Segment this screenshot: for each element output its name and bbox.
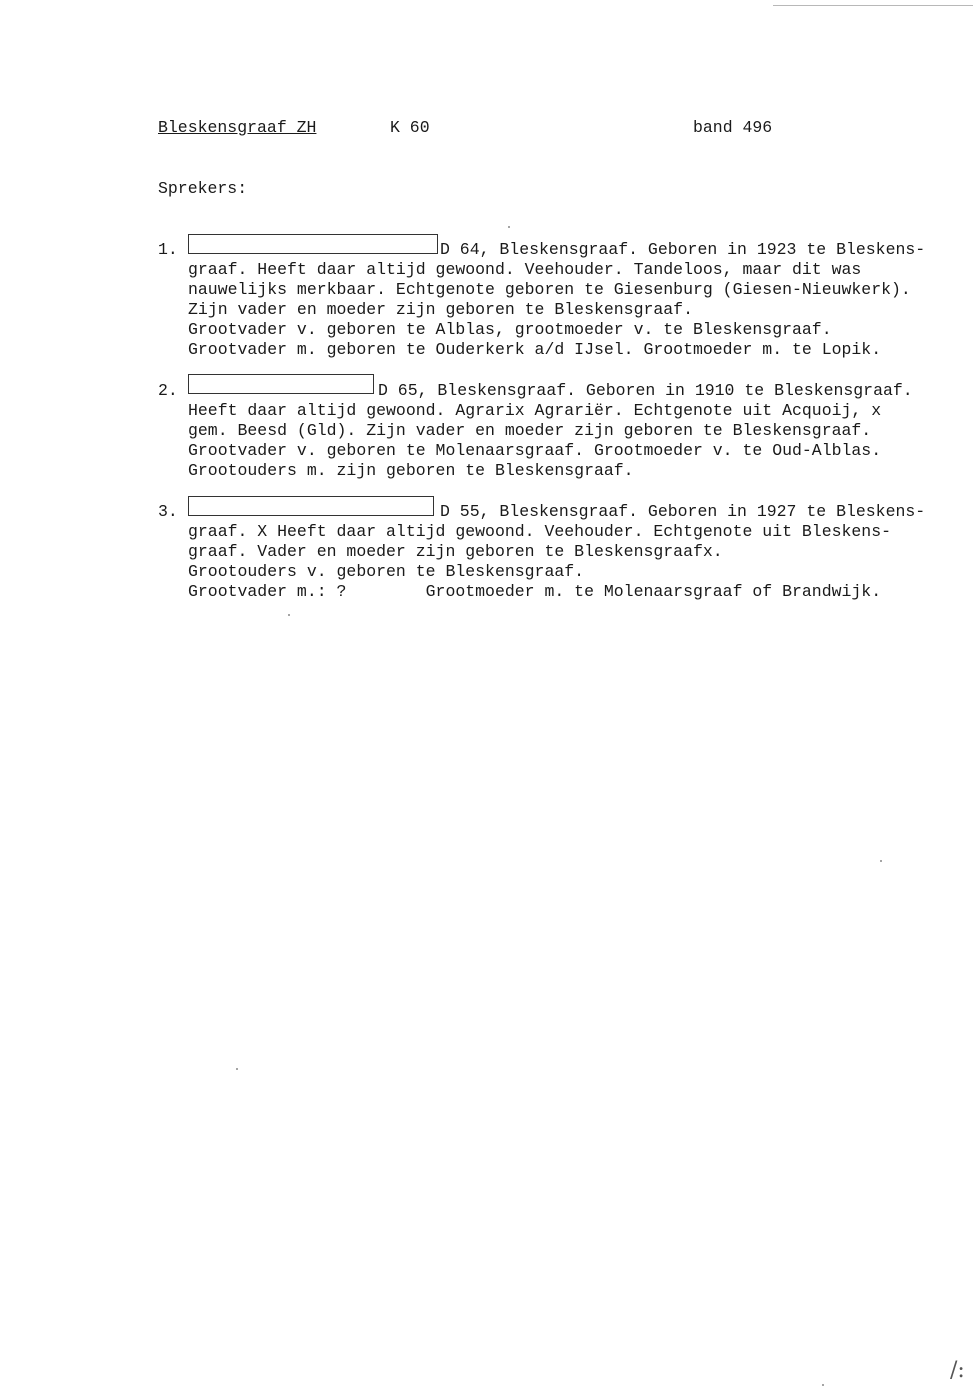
speaker-number: 3. [158,502,178,521]
scan-speck [236,1068,238,1070]
sprekers-label: Sprekers: [158,179,248,198]
speaker-line: Grootvader v. geboren te Molenaarsgraaf. Grootmoeder v. te Oud-Alblas. [188,441,882,460]
header-place: Bleskensgraaf ZH [158,118,317,137]
redaction-box [188,374,374,394]
page-edge-line [773,5,973,6]
scan-speck [822,1384,824,1386]
redaction-box [188,234,438,254]
speaker-line: Heeft daar altijd gewoond. Agrarix Agrariër. Echtgenote uit Acquoij, x [188,401,882,420]
header-band: band 496 [693,118,773,137]
speaker-line: Grootouders v. geboren te Bleskensgraaf. [188,562,585,581]
redaction-box [188,496,434,516]
speaker-line: Grootvader m.: ? Grootmoeder m. te Molenaarsgraaf of Brandwijk. [188,582,882,601]
speaker-line: Zijn vader en moeder zijn geboren te Bleskensgraaf. [188,300,693,319]
speaker-line: Grootvader v. geboren te Alblas, grootmoeder v. te Bleskensgraaf. [188,320,832,339]
scan-speck [880,860,882,862]
speaker-number: 1. [158,240,178,259]
speaker-line: gem. Beesd (Gld). Zijn vader en moeder zijn geboren te Bleskensgraaf. [188,421,872,440]
speaker-line: nauwelijks merkbaar. Echtgenote geboren te Giesenburg (Giesen-Nieuwkerk). [188,280,911,299]
speaker-line: graaf. Heeft daar altijd gewoond. Veehouder. Tandeloos, maar dit was [188,260,862,279]
speaker-line: Grootvader m. geboren te Ouderkerk a/d IJsel. Grootmoeder m. te Lopik. [188,340,882,359]
header-code: K 60 [390,118,430,137]
scan-speck [508,226,510,228]
corner-mark: /: [950,1358,965,1383]
speaker-line: Grootouders m. zijn geboren te Bleskensgraaf. [188,461,634,480]
speaker-line: D 65, Bleskensgraaf. Geboren in 1910 te Bleskensgraaf. [378,381,913,400]
speaker-line: D 55, Bleskensgraaf. Geboren in 1927 te Bleskens- [440,502,926,521]
speaker-number: 2. [158,381,178,400]
speaker-line: graaf. Vader en moeder zijn geboren te Bleskensgraafx. [188,542,723,561]
scan-speck [288,614,290,616]
speaker-line: D 64, Bleskensgraaf. Geboren in 1923 te Bleskens- [440,240,926,259]
speaker-line: graaf. X Heeft daar altijd gewoond. Veehouder. Echtgenote uit Bleskens- [188,522,892,541]
